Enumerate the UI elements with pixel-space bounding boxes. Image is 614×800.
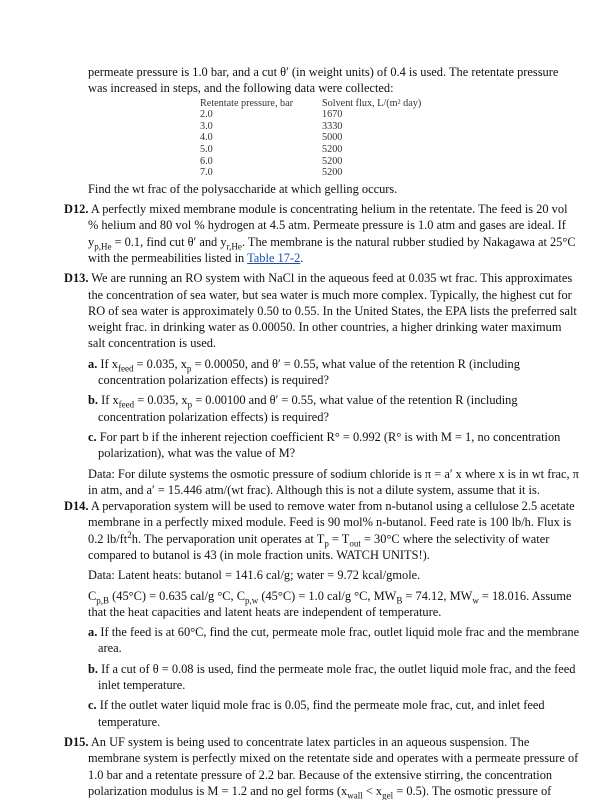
table-cell: 5200	[322, 155, 343, 167]
table-row	[200, 121, 421, 133]
text: C	[88, 588, 97, 603]
subscript: wall	[347, 790, 363, 800]
text: = 0.1, find cut θ′ and y	[111, 234, 227, 249]
intro-question: Find the wt frac of the polysaccharide at which gelling occurs.	[88, 181, 398, 196]
d14-part-c	[88, 697, 580, 730]
table-cell: 1670	[322, 109, 343, 121]
d13-part-c	[88, 429, 580, 462]
text: . The membrane is the natural rubber studied by Nakagawa at 25°C with the permeabilities listed in	[88, 234, 576, 265]
d14-part-b	[88, 661, 580, 694]
problem-label: D14.	[64, 499, 89, 514]
problem-label: D13.	[64, 271, 89, 286]
text: We are running an RO system with NaCl in the aqueous feed at 0.035 wt frac. This approximates the concentration of sea water, but sea water is much more complex. Typically, the highest cut for RO of sea water is approximately 0.50 to 0.55. In the United States, the EPA lists the preferred salt weight frac. in drinking water as 0.00050. In other countries, a higher drinking water maximum salt concentration is used.	[88, 271, 577, 351]
text: < x	[362, 783, 383, 798]
text: If x	[98, 393, 119, 408]
subscript: feed	[118, 399, 135, 410]
text: If a cut of θ = 0.08 is used, find the permeate mole frac, the outlet liquid mole frac, and the feed inlet temperature.	[98, 661, 576, 693]
problem-d13	[64, 270, 580, 351]
table-cell: 5200	[322, 143, 343, 155]
subscript: p	[324, 538, 329, 549]
d13-part-b	[88, 392, 580, 425]
d14-data-latent: Data: Latent heats: butanol = 141.6 cal/g; water = 9.72 kcal/gmole.	[88, 568, 421, 583]
text: (45°C) = 1.0 cal/g °C, MW	[258, 588, 397, 603]
table-header-pressure: Retentate pressure, bar	[200, 97, 294, 109]
text: If the feed is at 60°C, find the cut, permeate mole frac, outlet liquid mole frac and the membrane area.	[97, 625, 580, 656]
table-cell: 4.0	[200, 132, 213, 144]
subscript: r,He	[226, 241, 242, 252]
text: If x	[97, 356, 118, 371]
text: .	[300, 250, 304, 265]
problem-label: D12.	[64, 202, 89, 217]
subscript: p,w	[245, 595, 259, 606]
d14-part-a	[88, 624, 580, 657]
table-row	[200, 167, 421, 179]
table-cell: 5000	[322, 132, 343, 144]
text: If the outlet water liquid mole frac is 0.05, find the permeate mole frac, cut, and inlet feed temperature.	[96, 698, 545, 729]
superscript: 2	[127, 529, 132, 540]
text: = 74.12, MW	[402, 588, 473, 603]
problem-d14	[64, 498, 580, 563]
table-cell: 5.0	[200, 143, 213, 155]
text: A perfectly mixed membrane module is concentrating helium in the retentate. The feed is 20 vol % helium and 80 vol % hydrogen at 4.5 atm. Permeate pressure is 1.0 atm and gases are ideal. If y	[88, 202, 568, 249]
table-cell: 3.0	[200, 120, 213, 132]
text: = 0.5). The osmotic pressure of	[393, 783, 552, 798]
table-17-2-link[interactable]: Table 17-2	[247, 250, 301, 265]
subscript: p	[187, 399, 193, 410]
text: = T	[328, 531, 350, 546]
text: = 0.035, x	[134, 393, 188, 408]
table-header-flux: Solvent flux, L/(m² day)	[322, 97, 422, 109]
part-label: a.	[88, 356, 98, 371]
problem-d12	[64, 201, 580, 266]
subscript: gel	[382, 790, 394, 800]
table-cell: 3330	[322, 120, 343, 132]
table-cell: 2.0	[200, 109, 213, 121]
d14-data-heat-capacity	[88, 588, 580, 621]
subscript: feed	[117, 363, 134, 374]
part-label: c.	[88, 698, 97, 713]
text: For part b if the inherent rejection coefficient R° = 0.992 (R° is with M = 1, no concentration polarization), what was the value of M?	[96, 429, 561, 461]
text: = 0.00100 and θ′ = 0.55, what value of the retention R (including concentration polarization effects) is required?	[98, 393, 518, 424]
part-label: b.	[88, 661, 98, 676]
table-cell: 6.0	[200, 155, 213, 167]
part-label: a.	[88, 625, 98, 640]
text: h. The pervaporation unit operates at T	[131, 531, 325, 546]
table-row	[200, 156, 421, 168]
table-row	[200, 132, 421, 144]
intro-paragraph: permeate pressure is 1.0 bar, and a cut θ′ (in weight units) of 0.4 is used. The retentate pressure was increased in steps, and the following data were collected:	[88, 65, 559, 96]
table-header-row	[200, 98, 421, 110]
part-label: b.	[88, 393, 98, 408]
table-cell: 5200	[322, 167, 343, 179]
table-cell: 7.0	[200, 167, 213, 179]
text: (45°C) = 0.635 cal/g °C, C	[109, 588, 246, 603]
flux-data-table	[200, 98, 421, 179]
text: = 0.00050, and θ′ = 0.55, what value of the retention R (including concentration polarization effects) is required?	[98, 356, 520, 388]
subscript: w	[472, 595, 479, 606]
problem-d15	[64, 734, 580, 799]
text: A pervaporation system will be used to remove water from n-butanol using a cellulose 2.5 acetate membrane in a perfectly mixed module. Feed is 90 mol% n-butanol. Feed rate is 100 lb/h. Flux is 0.2 lb/ft	[88, 499, 575, 546]
text: = 0.035, x	[133, 356, 187, 371]
subscript: p,He	[94, 241, 112, 252]
problem-label: D15.	[64, 734, 89, 749]
subscript: B	[396, 595, 403, 606]
subscript: p	[186, 363, 192, 374]
text: = 18.016. Assume that the heat capacities and latent heats are independent of temperature.	[88, 588, 572, 619]
table-row	[200, 144, 421, 156]
part-label: c.	[88, 429, 97, 444]
subscript: out	[349, 538, 361, 549]
subscript: p,B	[96, 595, 110, 606]
text: = 30°C where the selectivity of water compared to butanol is 43 (in mole fraction units. WATCH UNITS!).	[88, 531, 550, 562]
d13-data: Data: For dilute systems the osmotic pressure of sodium chloride is π = a′ x where x is in wt frac, π in atm, and a′ = 15.446 atm/(wt frac). Although this is not a dilute system, assume that it is.	[88, 466, 579, 497]
table-row	[200, 109, 421, 121]
text: An UF system is being used to concentrate latex particles in an aqueous suspension. The membrane system is perfectly mixed on the retentate side and operates with a permeate pressure of 1.0 bar and a retentate pressure of 2.2 bar. Because of the extensive stirring, the concentration polarization modulus is M = 1.2 and no gel forms (x	[88, 734, 579, 798]
d13-part-a	[88, 356, 580, 389]
